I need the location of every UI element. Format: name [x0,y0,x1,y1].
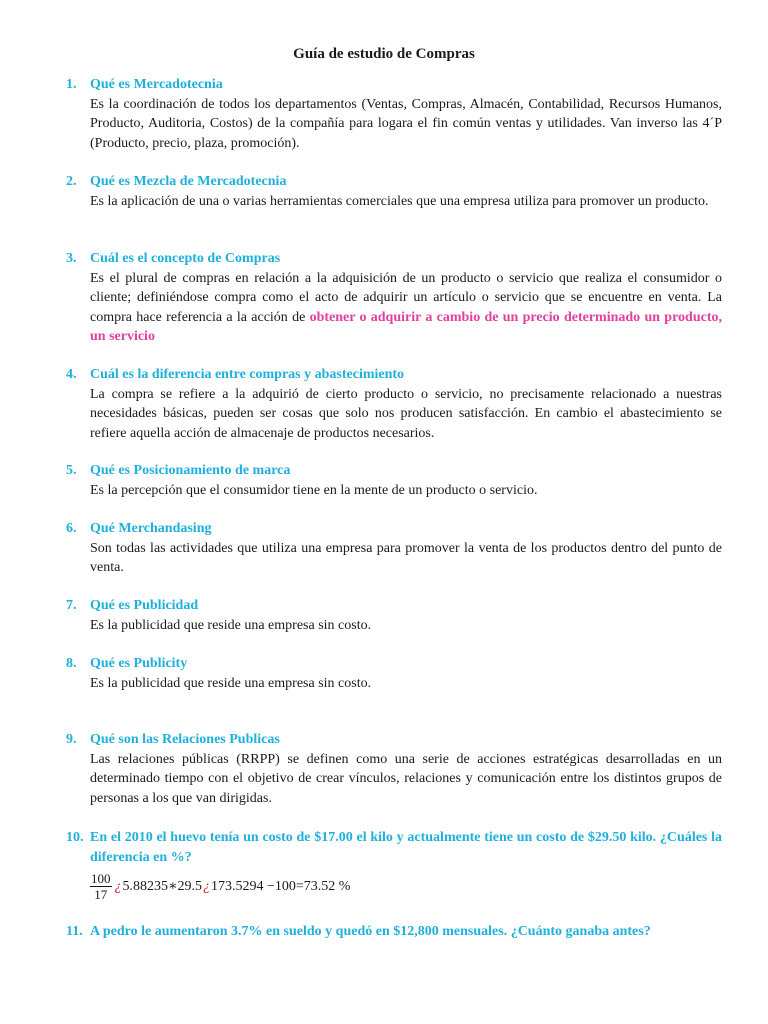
item-heading: Qué es Publicity [90,656,188,671]
item-heading: Qué es Publicidad [90,598,199,613]
item-number: 9. [66,732,77,747]
item-heading: Qué es Mezcla de Mercadotecnia [90,174,287,189]
item-heading: Cuál es el concepto de Compras [90,251,281,266]
item-heading: Qué son las Relaciones Publicas [90,732,280,747]
list-item [66,654,722,693]
item-body: Es la coordinación de todos los departamentos (Ventas, Compras, Almacén, Contabilidad, Recursos Humanos, Producto, Auditoria, Costos) de la compañía para logara el fin común ventas y utilidades. Van inverso las 4´P (Producto, precio, plaza, promoción). [90,96,722,151]
item-number: 11. [66,924,83,939]
item-number: 10. [66,830,84,845]
list-item [66,172,722,211]
fraction-numerator: 100 [91,871,111,886]
symbol-mark: ¿ [203,878,211,894]
document-title: Guía de estudio de Compras [293,46,475,62]
item-heading: Qué es Mercadotecnia [90,77,223,92]
item-number: 8. [66,656,77,671]
item-number: 6. [66,521,77,536]
list-item [66,365,722,443]
item-body: Es la publicidad que reside una empresa sin costo. [90,617,372,633]
item-number: 7. [66,598,77,613]
item-number: 1. [66,77,77,92]
list-item [66,596,722,635]
item-body: Es la percepción que el consumidor tiene en la mente de un producto o servicio. [90,482,538,498]
list-item [66,730,722,808]
item-heading: Cuál es la diferencia entre compras y abastecimiento [90,367,405,382]
item-body-text: Es el plural de compras en relación a la adquisición de un producto o servicio que realiza el consumidor o cliente; definiéndose compra como el acto de adquirir un artículo o servicio que se encuentre en venta. La compra hace referencia a la acción de [90,270,722,325]
item-number: 4. [66,367,77,382]
equation-part: 5.88235∗29.5 [122,878,203,894]
math-equation [90,871,722,902]
list-item [66,922,722,942]
equation-part: 173.5294 −100=73.52 % [211,878,351,894]
item-body: Es la aplicación de una o varias herramientas comerciales que una empresa utiliza para promover un producto. [90,193,709,209]
item-question: En el 2010 el huevo tenía un costo de $17.00 el kilo y actualmente tiene un costo de $29.50 kilo. ¿Cuáles la diferencia en %? [90,830,722,865]
item-body: Las relaciones públicas (RRPP) se definen como una serie de acciones estratégicas desarrolladas en un determinado tiempo con el objetivo de crear vínculos, relaciones y comunicación entre los distintos grupos de personas a los que van dirigidas. [90,751,722,806]
item-body: Es la publicidad que reside una empresa sin costo. [90,675,372,691]
item-number: 5. [66,463,77,478]
fraction [90,871,112,902]
item-body: La compra se refiere a la adquirió de cierto producto o servicio, no precisamente relacionado a nuestras necesidades básicas, pueden ser cosas que solo nos producen satisfacción. En cambio el abastecimiento se refiere aquella acción de almacenaje de productos necesarios. [90,386,722,441]
list-item [66,75,722,153]
item-body: Son todas las actividades que utiliza una empresa para promover la venta de los productos dentro del punto de venta. [90,540,722,575]
highlighted-text: obtener o adquirir a cambio de un precio determinado un producto, un servicio [90,309,722,344]
item-heading: Qué es Posicionamiento de marca [90,463,291,478]
item-heading: Qué Merchandasing [90,521,212,536]
symbol-mark: ¿ [114,878,122,894]
item-number: 3. [66,251,77,266]
fraction-denominator: 17 [94,887,108,902]
item-number: 2. [66,174,77,189]
item-question: A pedro le aumentaron 3.7% en sueldo y quedó en $12,800 mensuales. ¿Cuánto ganaba antes? [90,924,651,939]
item-body [90,269,722,347]
list-item [66,249,722,347]
list-item [66,519,722,578]
list-item [66,828,722,902]
list-item [66,461,722,500]
